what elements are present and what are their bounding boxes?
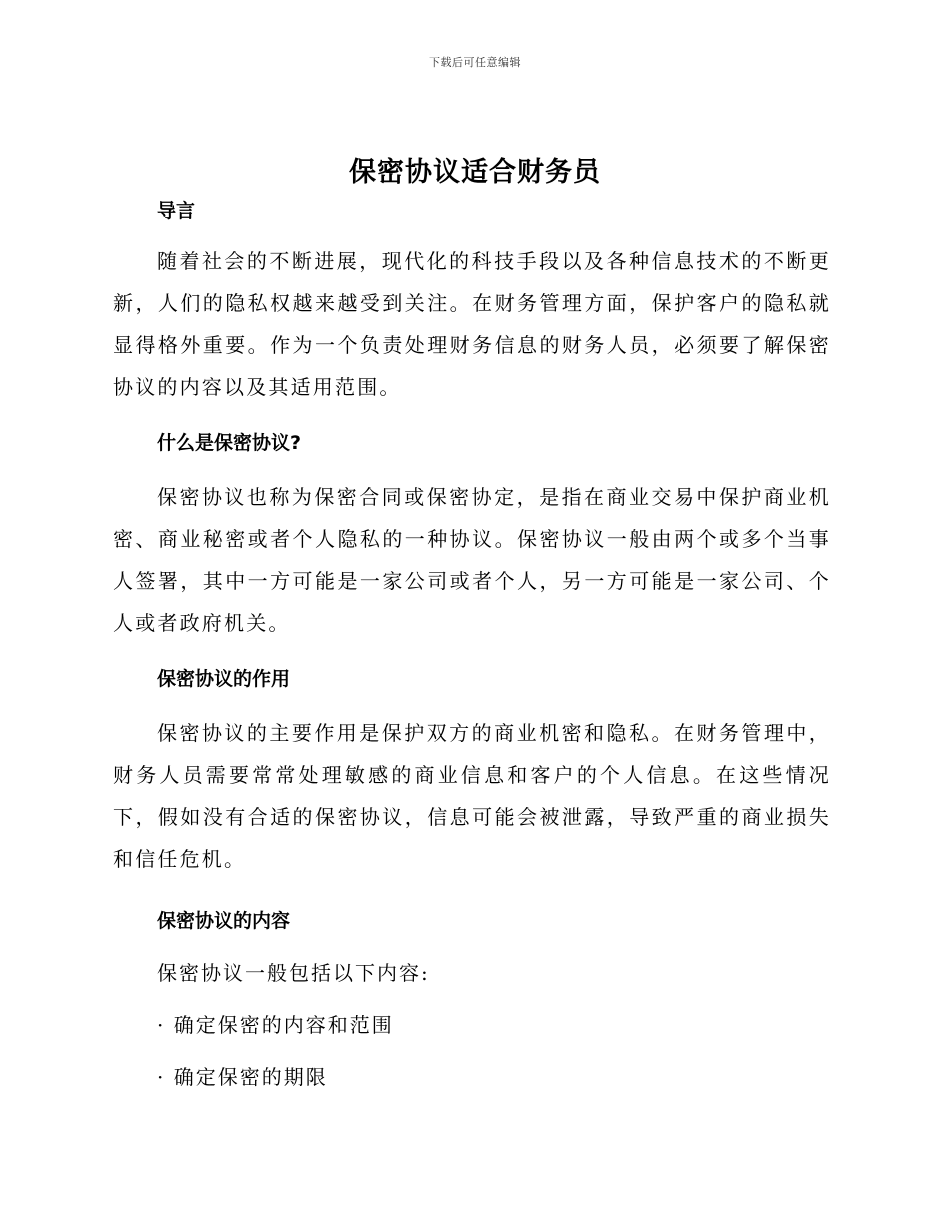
section-intro-contents: 保密协议一般包括以下内容:	[157, 961, 430, 985]
section-heading-what-is: 什么是保密协议?	[157, 432, 302, 454]
list-item: · 确定保密的期限	[157, 1065, 328, 1089]
section-paragraph-purpose: 保密协议的主要作用是保护双方的商业机密和隐私。在财务管理中，财务人员需要常常处理敏感的商业信息和客户的个人信息。在这些情况下，假如没有合适的保密协议，信息可能会被泄露，导致严重的商业损失和信任危机。	[113, 721, 831, 871]
document-body	[113, 196, 831, 1092]
section-paragraph-intro: 随着社会的不断进展，现代化的科技手段以及各种信息技术的不断更新，人们的隐私权越来越受到关注。在财务管理方面，保护客户的隐私就显得格外重要。作为一个负责处理财务信息的财务人员，必须要了解保密协议的内容以及其适用范围。	[113, 249, 831, 399]
document-title: 保密协议适合财务员	[349, 157, 601, 188]
list-item: · 确定保密的内容和范围	[157, 1013, 394, 1037]
section-heading-contents: 保密协议的内容	[157, 910, 291, 932]
section-paragraph-what-is: 保密协议也称为保密合同或保密协定，是指在商业交易中保护商业机密、商业秘密或者个人隐私的一种协议。保密协议一般由两个或多个当事人签署，其中一方可能是一家公司或者个人，另一方可能是一家公司、个人或者政府机关。	[113, 485, 831, 635]
section-heading-intro: 导言	[157, 200, 196, 222]
section-heading-purpose: 保密协议的作用	[157, 668, 291, 690]
header-note: 下载后可任意编辑	[429, 56, 521, 69]
